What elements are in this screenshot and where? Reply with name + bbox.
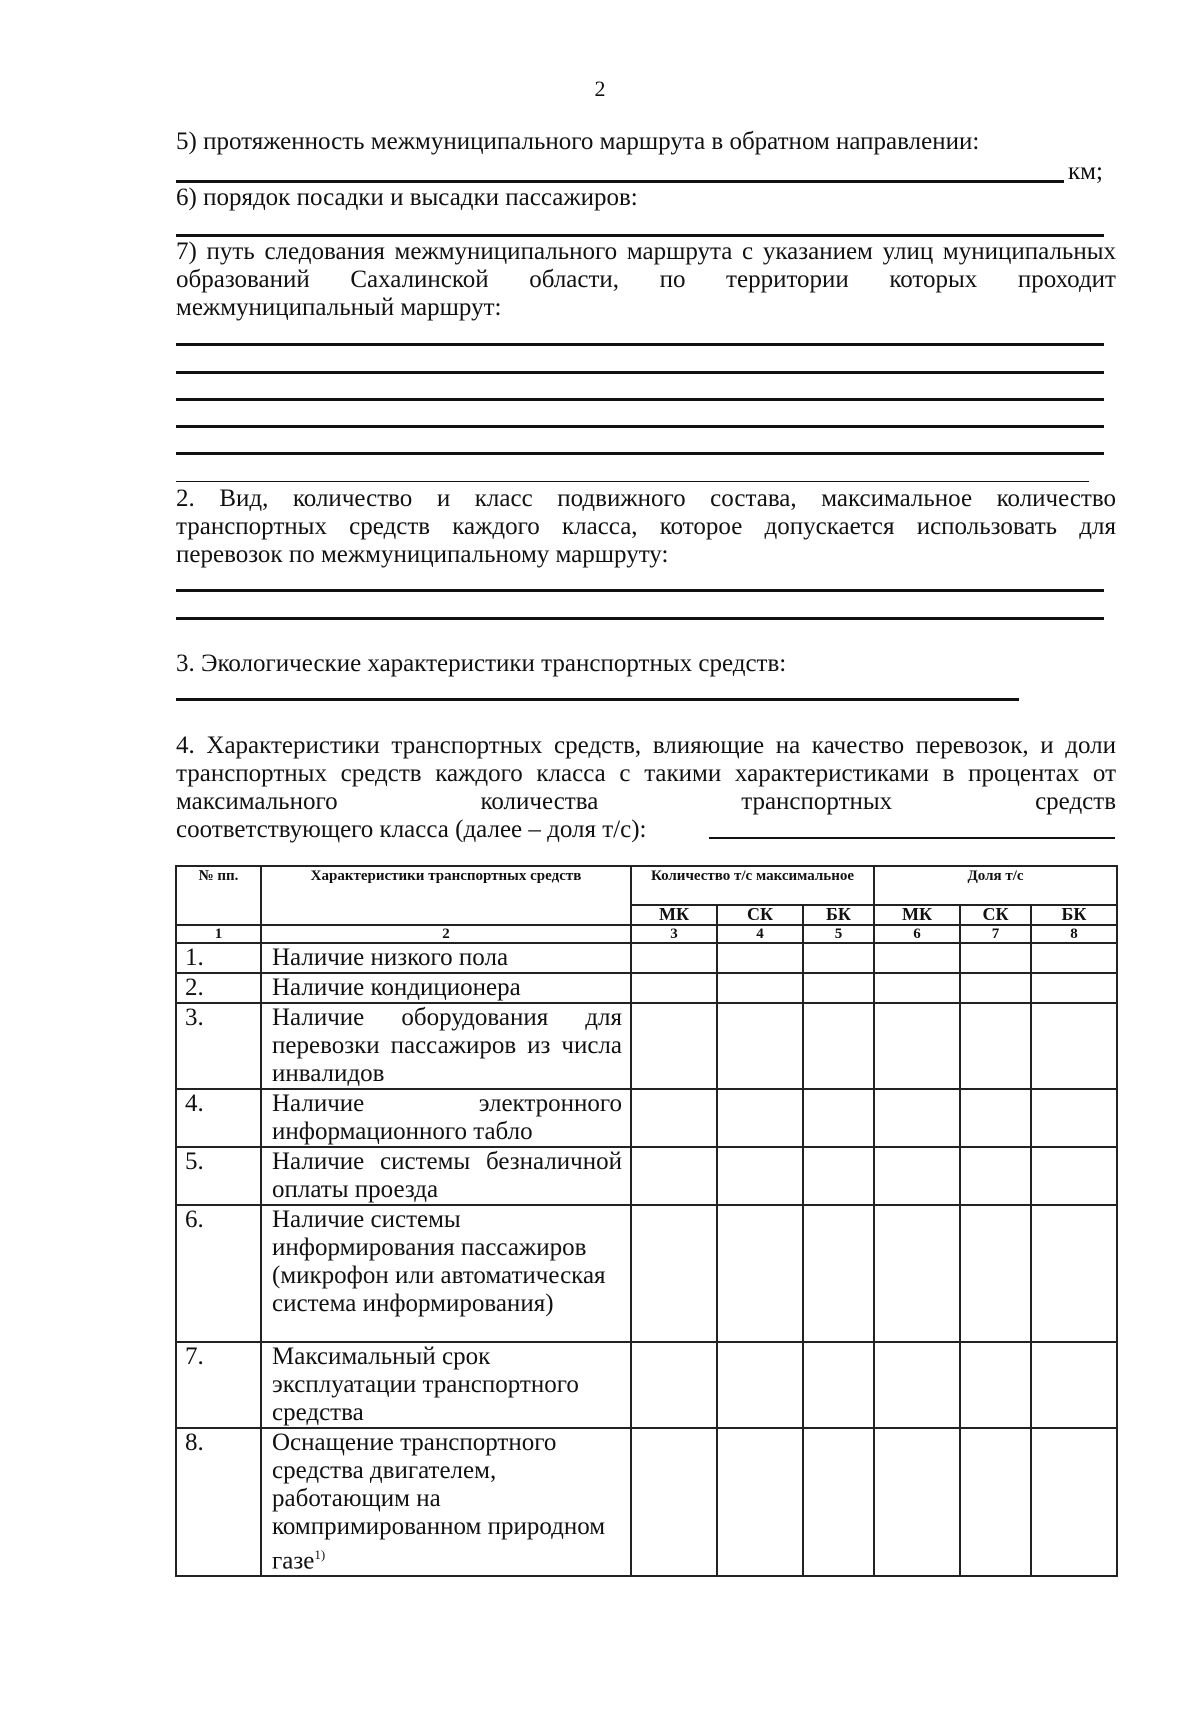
table-row: [176, 973, 1117, 1003]
value-cell[interactable]: [631, 1089, 717, 1147]
table-row: [176, 1205, 1117, 1342]
header-characteristics: Характеристики транспортных средств: [261, 866, 631, 925]
value-cell[interactable]: [960, 1428, 1031, 1576]
value-cell[interactable]: [717, 943, 803, 973]
value-cell[interactable]: [1031, 973, 1117, 1003]
table-row: [176, 1089, 1117, 1147]
header-share-sk: СК: [960, 905, 1031, 925]
header-quantity-bk: БК: [803, 905, 874, 925]
section-2-blank-line-2[interactable]: [176, 617, 1104, 620]
col-number-3: 3: [631, 925, 717, 943]
row-characteristic: Наличие электронного информационного табло: [261, 1089, 631, 1147]
value-cell[interactable]: [874, 1342, 960, 1428]
value-cell[interactable]: [1031, 1205, 1117, 1342]
col-number-4: 4: [717, 925, 803, 943]
item-6-blank-line[interactable]: [176, 234, 1104, 237]
col-number-1: 1: [176, 925, 261, 943]
value-cell[interactable]: [874, 973, 960, 1003]
item-7-blank-line-4[interactable]: [176, 425, 1104, 428]
header-num: № пп.: [176, 866, 261, 925]
section-4-blank-line[interactable]: [709, 837, 1115, 839]
header-quantity-sk: СК: [717, 905, 803, 925]
row-number: 1.: [176, 943, 261, 973]
value-cell[interactable]: [803, 1428, 874, 1576]
value-cell[interactable]: [1031, 1342, 1117, 1428]
col-number-2: 2: [261, 925, 631, 943]
page-number: 2: [594, 76, 606, 101]
col-number-8: 8: [1031, 925, 1117, 943]
item-7-blank-line-2[interactable]: [176, 371, 1104, 374]
value-cell[interactable]: [803, 1205, 874, 1342]
value-cell[interactable]: [1031, 1089, 1117, 1147]
footnote-marker: 1): [314, 1547, 326, 1562]
value-cell[interactable]: [874, 1089, 960, 1147]
characteristics-table: [175, 865, 1118, 1577]
row-number: 3.: [176, 1003, 261, 1089]
value-cell[interactable]: [874, 1147, 960, 1205]
header-share-mk: МК: [874, 905, 960, 925]
value-cell[interactable]: [960, 1089, 1031, 1147]
row-number: 2.: [176, 973, 261, 1003]
item-7-blank-line-3[interactable]: [176, 398, 1104, 401]
value-cell[interactable]: [717, 973, 803, 1003]
value-cell[interactable]: [960, 1003, 1031, 1089]
item-6-text: 6) порядок посадки и высадки пассажиров:: [176, 184, 638, 211]
value-cell[interactable]: [717, 1003, 803, 1089]
value-cell[interactable]: [1031, 943, 1117, 973]
header-share-bk: БК: [1031, 905, 1117, 925]
value-cell[interactable]: [631, 1003, 717, 1089]
col-number-5: 5: [803, 925, 874, 943]
item-7-blank-line-1[interactable]: [176, 343, 1104, 346]
section-4-text: 4. Характеристики транспортных средств, влияющие на качество перевозок, и доли транспортных средств каждого класса с такими характеристиками в процентах от максимального количества транспортных средств: [176, 732, 1116, 815]
value-cell[interactable]: [631, 1428, 717, 1576]
section-4-text-end: соответствующего класса (далее – доля т/с):: [176, 816, 647, 843]
value-cell[interactable]: [717, 1089, 803, 1147]
value-cell[interactable]: [1031, 1428, 1117, 1576]
col-number-7: 7: [960, 925, 1031, 943]
value-cell[interactable]: [874, 1428, 960, 1576]
value-cell[interactable]: [1031, 1003, 1117, 1089]
row-number: 4.: [176, 1089, 261, 1147]
table-row: [176, 943, 1117, 973]
table-row: [176, 1147, 1117, 1205]
row-characteristic: Наличие кондиционера: [261, 973, 631, 1003]
header-quantity-mk: МК: [631, 905, 717, 925]
row-characteristic: [261, 1428, 631, 1576]
value-cell[interactable]: [874, 943, 960, 973]
value-cell[interactable]: [960, 1147, 1031, 1205]
row-characteristic: Максимальный срок эксплуатации транспортного средства: [261, 1342, 631, 1428]
row-number: 8.: [176, 1428, 261, 1576]
section-2-blank-line-1[interactable]: [176, 589, 1104, 592]
row-characteristic: Наличие системы безналичной оплаты проезда: [261, 1147, 631, 1205]
value-cell[interactable]: [803, 973, 874, 1003]
value-cell[interactable]: [960, 973, 1031, 1003]
value-cell[interactable]: [960, 1342, 1031, 1428]
item-7-blank-line-6[interactable]: [176, 481, 1089, 482]
row-number: 5.: [176, 1147, 261, 1205]
value-cell[interactable]: [717, 1147, 803, 1205]
value-cell[interactable]: [631, 1205, 717, 1342]
value-cell[interactable]: [717, 1342, 803, 1428]
section-2-text: 2. Вид, количество и класс подвижного состава, максимальное количество транспортных средств каждого класса, которое допускается использовать для перевозок по межмуниципальному маршруту:: [176, 485, 1116, 568]
value-cell[interactable]: [803, 1089, 874, 1147]
row-characteristic: Наличие системы информирования пассажиров (микрофон или автоматическая система информирования): [261, 1205, 631, 1342]
value-cell[interactable]: [803, 1147, 874, 1205]
item-5-unit: км;: [1068, 158, 1103, 185]
row-characteristic: Наличие оборудования для перевозки пассажиров из числа инвалидов: [261, 1003, 631, 1089]
value-cell[interactable]: [631, 1342, 717, 1428]
value-cell[interactable]: [631, 943, 717, 973]
row-number: 6.: [176, 1205, 261, 1342]
table-row: [176, 1428, 1117, 1576]
value-cell[interactable]: [1031, 1147, 1117, 1205]
value-cell[interactable]: [717, 1428, 803, 1576]
value-cell[interactable]: [874, 1205, 960, 1342]
value-cell[interactable]: [874, 1003, 960, 1089]
col-number-6: 6: [874, 925, 960, 943]
table-row: [176, 1342, 1117, 1428]
item-7-text: 7) путь следования межмуниципального маршрута с указанием улиц муниципальных образований Сахалинской области, по территории которых проходит межмуниципальный маршрут:: [176, 238, 1116, 321]
value-cell[interactable]: [960, 1205, 1031, 1342]
header-quantity: Количество т/с максимальное: [631, 866, 874, 905]
value-cell[interactable]: [631, 973, 717, 1003]
header-share: Доля т/с: [874, 866, 1117, 905]
value-cell[interactable]: [717, 1205, 803, 1342]
value-cell[interactable]: [803, 1342, 874, 1428]
table-row: [176, 1003, 1117, 1089]
value-cell[interactable]: [960, 943, 1031, 973]
value-cell[interactable]: [803, 943, 874, 973]
value-cell[interactable]: [631, 1147, 717, 1205]
row-number: 7.: [176, 1342, 261, 1428]
item-5-blank-line[interactable]: [176, 180, 1064, 183]
value-cell[interactable]: [803, 1003, 874, 1089]
row-characteristic: Наличие низкого пола: [261, 943, 631, 973]
item-5-text: 5) протяженность межмуниципального маршрута в обратном направлении:: [176, 128, 980, 155]
section-3-text: 3. Экологические характеристики транспортных средств:: [176, 650, 787, 677]
item-7-blank-line-5[interactable]: [176, 452, 1104, 455]
row-characteristic-text: Оснащение транспортного средства двигателем, работающим на компримированном природном газе: [272, 1429, 606, 1575]
section-3-blank-line[interactable]: [176, 698, 1019, 701]
